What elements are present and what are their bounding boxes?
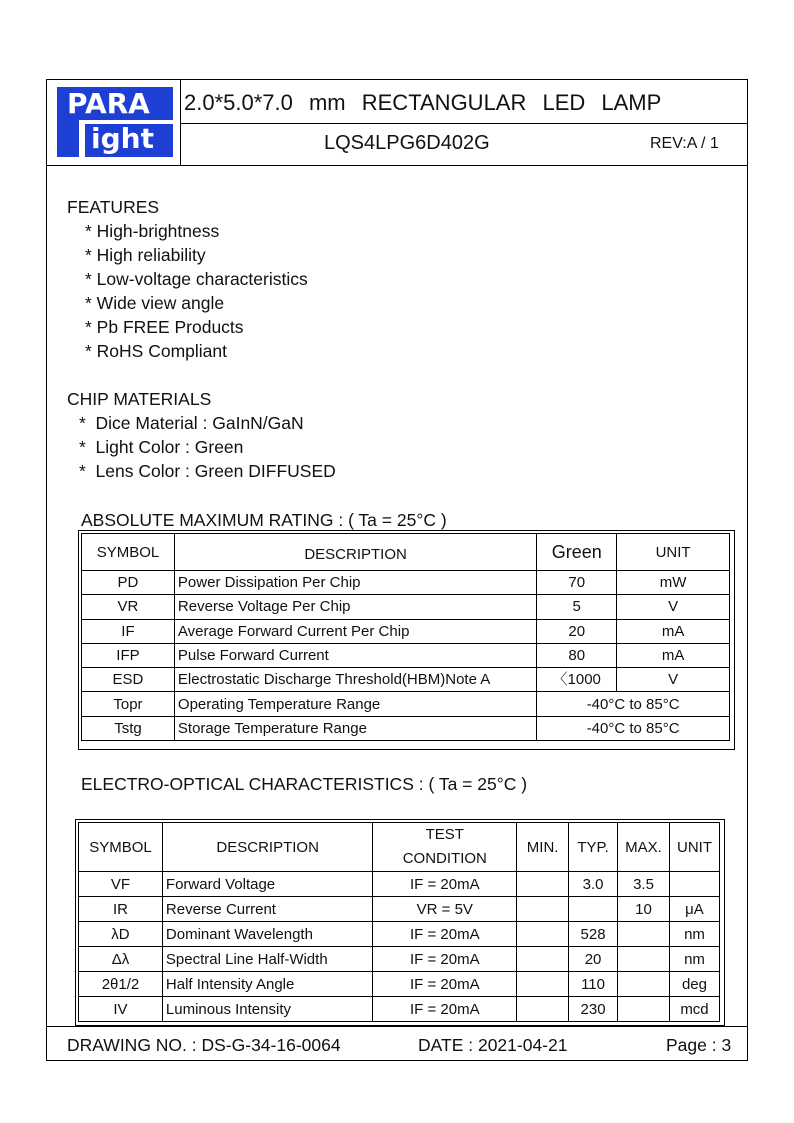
condition-cell: IF = 20mA	[373, 922, 517, 947]
electro-optical-table	[78, 822, 720, 1022]
abs-max-table	[81, 533, 730, 741]
min-cell	[517, 997, 569, 1022]
description-cell: Luminous Intensity	[162, 997, 373, 1022]
max-cell: 10	[618, 897, 670, 922]
column-header: MAX.	[618, 823, 670, 872]
typ-cell: 20	[569, 947, 618, 972]
table-row	[79, 872, 720, 897]
unit-cell: V	[617, 668, 730, 692]
column-header: MIN.	[517, 823, 569, 872]
symbol-cell: VR	[82, 595, 175, 619]
unit-cell: mA	[617, 619, 730, 643]
revision-label: REV:A / 1	[650, 135, 719, 152]
typ-cell: 3.0	[569, 872, 618, 897]
description-cell: Reverse Current	[162, 897, 373, 922]
column-header: TYP.	[569, 823, 618, 872]
feature-item: * High-brightness	[85, 221, 220, 241]
description-cell: Forward Voltage	[162, 872, 373, 897]
column-header: DESCRIPTION	[162, 823, 373, 872]
max-cell	[618, 947, 670, 972]
chip-material-item: * Light Color : Green	[79, 437, 244, 457]
chip-material-item: * Dice Material : GaInN/GaN	[79, 413, 304, 433]
condition-cell: IF = 20mA	[373, 947, 517, 972]
symbol-cell: ESD	[82, 668, 175, 692]
abs-max-heading: ABSOLUTE MAXIMUM RATING : ( Ta = 25°C )	[81, 510, 447, 530]
chip-material-item: * Lens Color : Green DIFFUSED	[79, 461, 336, 481]
description-cell: Electrostatic Discharge Threshold(HBM)Note A	[174, 668, 536, 692]
column-header: SYMBOL	[79, 823, 163, 872]
value-cell: 20	[537, 619, 617, 643]
description-cell: Half Intensity Angle	[162, 972, 373, 997]
table-row	[82, 668, 730, 692]
range-cell: -40°C to 85°C	[537, 692, 730, 716]
symbol-cell: Δλ	[79, 947, 163, 972]
typ-cell	[569, 897, 618, 922]
column-header-test-condition	[373, 823, 517, 872]
feature-item: * RoHS Compliant	[85, 341, 227, 361]
condition-cell: IF = 20mA	[373, 997, 517, 1022]
typ-cell: 528	[569, 922, 618, 947]
value-cell: 70	[537, 571, 617, 595]
unit-cell: mcd	[669, 997, 719, 1022]
logo-text-ight: ight	[91, 122, 154, 155]
feature-item: * Wide view angle	[85, 293, 225, 313]
feature-item: * Pb FREE Products	[85, 317, 244, 337]
features-heading: FEATURES	[67, 197, 160, 217]
feature-item: * Low-voltage characteristics	[85, 269, 308, 289]
symbol-cell: IFP	[82, 643, 175, 667]
description-cell: Spectral Line Half-Width	[162, 947, 373, 972]
max-cell	[618, 922, 670, 947]
column-header-line: TEST	[425, 826, 464, 843]
min-cell	[517, 897, 569, 922]
part-number: LQS4LPG6D402G	[324, 132, 490, 154]
unit-cell: V	[617, 595, 730, 619]
min-cell	[517, 872, 569, 897]
symbol-cell: Topr	[82, 692, 175, 716]
column-header: Green	[537, 534, 617, 571]
column-header: SYMBOL	[82, 534, 175, 571]
range-cell: -40°C to 85°C	[537, 716, 730, 740]
document-title: 2.0*5.0*7.0 mm RECTANGULAR LED LAMP	[184, 90, 662, 115]
description-cell: Reverse Voltage Per Chip	[174, 595, 536, 619]
table-row	[82, 716, 730, 740]
document-frame	[46, 79, 748, 1061]
unit-cell: deg	[669, 972, 719, 997]
document-date: DATE : 2021-04-21	[418, 1035, 568, 1055]
min-cell	[517, 947, 569, 972]
unit-cell: nm	[669, 922, 719, 947]
feature-item: * High reliability	[85, 245, 206, 265]
description-cell: Operating Temperature Range	[174, 692, 536, 716]
table-row	[82, 692, 730, 716]
symbol-cell: VF	[79, 872, 163, 897]
symbol-cell: PD	[82, 571, 175, 595]
table-row	[79, 922, 720, 947]
min-cell	[517, 922, 569, 947]
symbol-cell: Tstg	[82, 716, 175, 740]
symbol-cell: 2θ1/2	[79, 972, 163, 997]
column-header: UNIT	[617, 534, 730, 571]
table-row	[79, 972, 720, 997]
value-cell: 〈1000	[537, 668, 617, 692]
description-cell: Storage Temperature Range	[174, 716, 536, 740]
typ-cell: 110	[569, 972, 618, 997]
min-cell	[517, 972, 569, 997]
description-cell: Power Dissipation Per Chip	[174, 571, 536, 595]
header-divider-bottom	[47, 165, 747, 166]
page-number: Page : 3	[666, 1035, 732, 1055]
condition-cell: IF = 20mA	[373, 872, 517, 897]
table-row	[79, 897, 720, 922]
electro-optical-heading: ELECTRO-OPTICAL CHARACTERISTICS : ( Ta = 25°C )	[81, 774, 528, 794]
symbol-cell: IF	[82, 619, 175, 643]
company-logo	[57, 87, 173, 157]
header-divider-middle	[181, 123, 747, 124]
description-cell: Average Forward Current Per Chip	[174, 619, 536, 643]
max-cell: 3.5	[618, 872, 670, 897]
max-cell	[618, 972, 670, 997]
footer-divider	[47, 1026, 747, 1027]
unit-cell: nm	[669, 947, 719, 972]
column-header: UNIT	[669, 823, 719, 872]
symbol-cell: λD	[79, 922, 163, 947]
table-row	[82, 595, 730, 619]
table-row	[82, 619, 730, 643]
chip-materials-heading: CHIP MATERIALS	[67, 389, 212, 409]
condition-cell: VR = 5V	[373, 897, 517, 922]
value-cell: 5	[537, 595, 617, 619]
table-row	[82, 643, 730, 667]
table-row	[82, 571, 730, 595]
table-row	[79, 997, 720, 1022]
unit-cell: mW	[617, 571, 730, 595]
table-row	[79, 947, 720, 972]
logo-text-para: PARA	[67, 87, 150, 120]
column-header-line: CONDITION	[402, 850, 487, 867]
unit-cell: mA	[617, 643, 730, 667]
drawing-number: DRAWING NO. : DS-G-34-16-0064	[67, 1035, 341, 1055]
column-header: DESCRIPTION	[174, 534, 536, 571]
typ-cell: 230	[569, 997, 618, 1022]
unit-cell	[669, 872, 719, 897]
unit-cell: μA	[669, 897, 719, 922]
max-cell	[618, 997, 670, 1022]
symbol-cell: IR	[79, 897, 163, 922]
value-cell: 80	[537, 643, 617, 667]
table-header-row	[82, 534, 730, 571]
table-header-row	[79, 823, 720, 872]
description-cell: Pulse Forward Current	[174, 643, 536, 667]
condition-cell: IF = 20mA	[373, 972, 517, 997]
description-cell: Dominant Wavelength	[162, 922, 373, 947]
symbol-cell: IV	[79, 997, 163, 1022]
